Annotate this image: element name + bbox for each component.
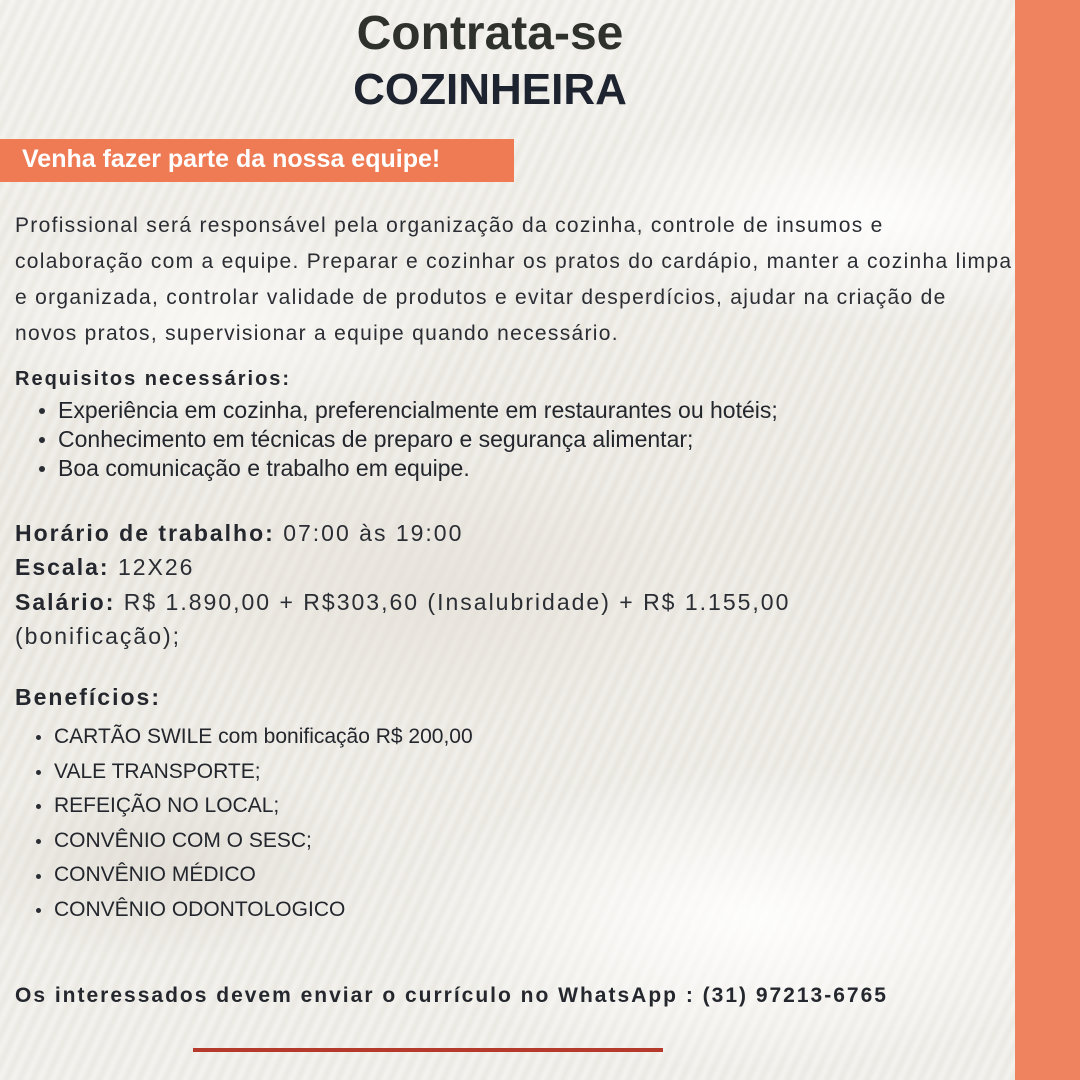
list-item: CONVÊNIO ODONTOLOGICO (36, 893, 473, 928)
list-item: Boa comunicação e trabalho em equipe. (36, 454, 778, 483)
salary-line (15, 585, 915, 653)
side-accent-stripe (1015, 0, 1080, 1080)
list-item: CONVÊNIO COM O SESC; (36, 824, 473, 859)
list-item: VALE TRANSPORTE; (36, 755, 473, 790)
benefits-list (36, 720, 473, 928)
job-description: Profissional será responsável pela organização da cozinha, controle de insumos e colaboração com a equipe. Preparar e cozinhar os pratos do cardápio, manter a cozinha limpa e organizada, controlar validade de produtos e evitar desperdícios, ajudar na criação de novos pratos, supervisionar a equipe quando necessário. (15, 214, 1013, 345)
salary-value: R$ 1.890,00 + R$303,60 (Insalubridade) + R$ 1.155,00 (bonificação); (15, 589, 791, 649)
benefits-heading: Benefícios: (15, 684, 161, 710)
list-item: REFEIÇÃO NO LOCAL; (36, 789, 473, 824)
schedule-value: 07:00 às 19:00 (274, 520, 464, 546)
salary-label: Salário: (15, 589, 116, 615)
decorative-divider (193, 1048, 663, 1052)
list-item: Experiência em cozinha, preferencialmente em restaurantes ou hotéis; (36, 396, 778, 425)
list-item: CARTÃO SWILE com bonificação R$ 200,00 (36, 720, 473, 755)
requirements-list (36, 396, 778, 483)
schedule-line (15, 516, 463, 550)
job-role-title: COZINHEIRA (353, 65, 627, 114)
requirements-heading: Requisitos necessários: (15, 368, 292, 390)
shift-label: Escala: (15, 554, 110, 580)
list-item: CONVÊNIO MÉDICO (36, 858, 473, 893)
list-item: Conhecimento em técnicas de preparo e segurança alimentar; (36, 425, 778, 454)
shift-line (15, 550, 194, 584)
page-title: Contrata-se (356, 7, 624, 60)
schedule-label: Horário de trabalho: (15, 520, 275, 546)
contact-instructions: Os interessados devem enviar o currículo no WhatsApp : (31) 97213-6765 (15, 984, 888, 1007)
shift-value: 12X26 (109, 554, 195, 580)
invite-banner: Venha fazer parte da nossa equipe! (0, 139, 514, 182)
